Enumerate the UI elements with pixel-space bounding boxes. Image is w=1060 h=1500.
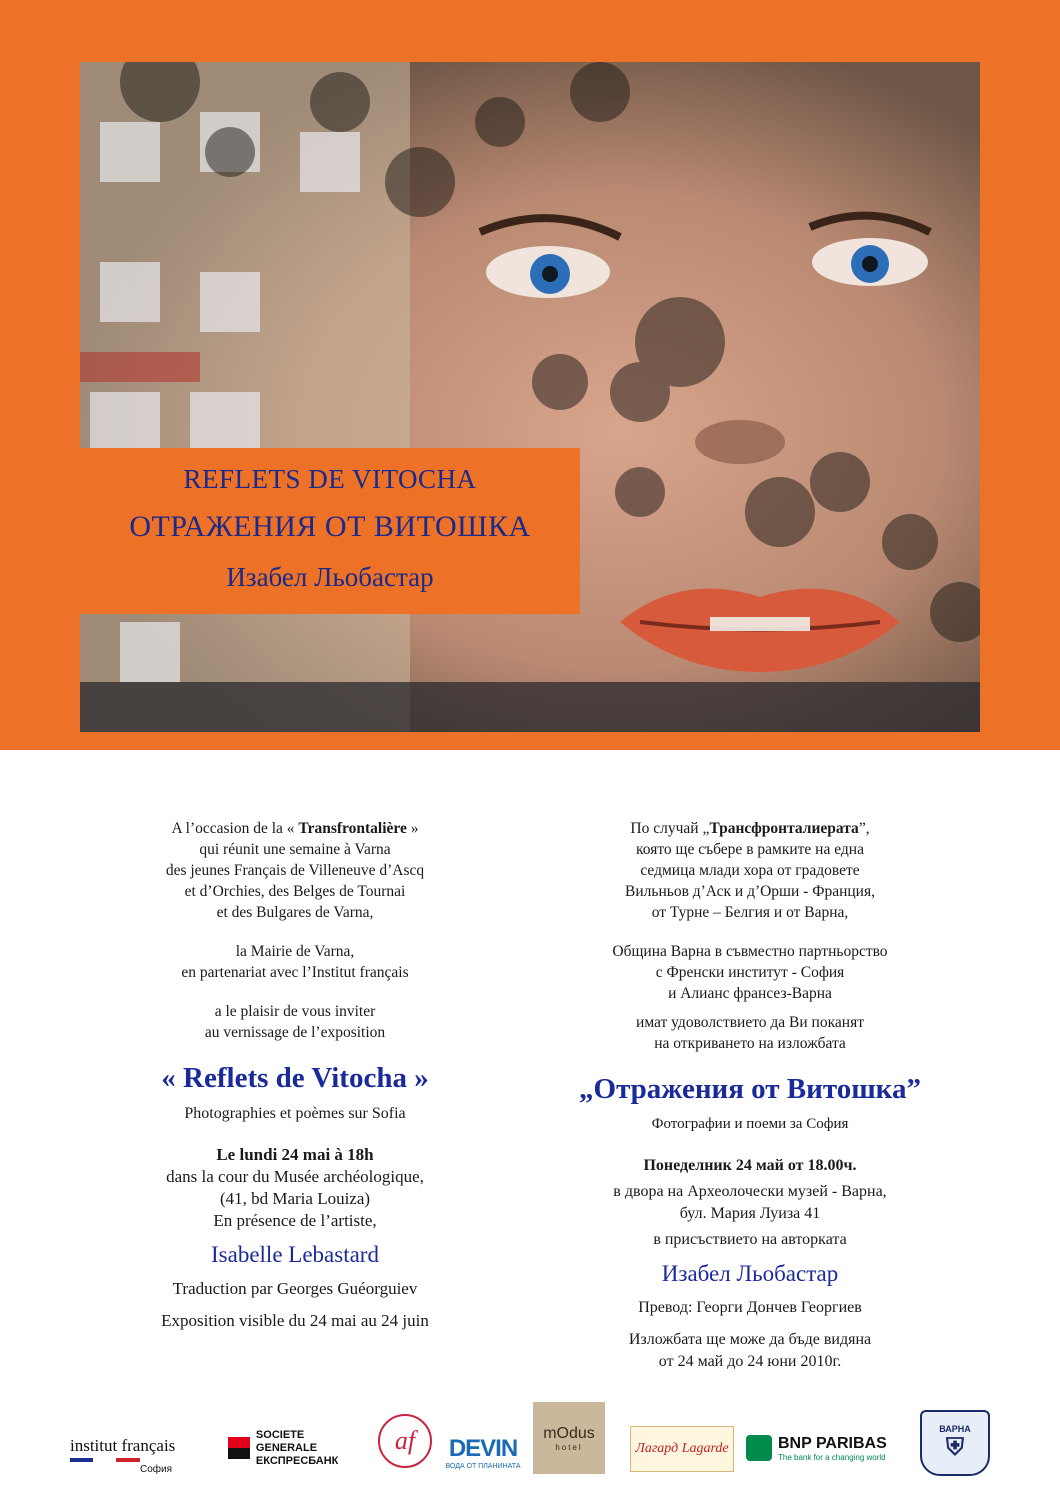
bulgarian-exhibit-title: „Отражения от Витошка” bbox=[579, 1073, 921, 1105]
bnp-paribas-logo: BNP PARIBAS The bank for a changing world bbox=[746, 1428, 902, 1468]
french-visible: Exposition visible du 24 mai au 24 juin bbox=[161, 1311, 429, 1330]
french-line: qui réunit une semaine à Varna bbox=[199, 841, 391, 858]
french-line: au vernissage de l’exposition bbox=[204, 1024, 386, 1041]
alliance-francaise-logo: af bbox=[378, 1414, 432, 1468]
bulgarian-line: от Турне – Белгия и от Варна, bbox=[651, 904, 849, 921]
bulgarian-place bbox=[525, 1181, 975, 1251]
devin-logo: DEVIN ВОДА ОТ ПЛАНИНАТА bbox=[445, 1434, 521, 1470]
bulgarian-line: която ще събере в рамките на една bbox=[636, 841, 864, 858]
bulgarian-date: Понеделник 24 май от 18.00ч. bbox=[643, 1157, 857, 1174]
bulgarian-artist: Изабел Льобастар bbox=[661, 1261, 839, 1286]
lagarde-logo: Лагард Lagarde bbox=[630, 1426, 734, 1472]
french-line: et des Bulgares de Varna, bbox=[216, 904, 374, 921]
french-line: la Mairie de Varna, bbox=[235, 943, 355, 960]
bulgarian-translation: Превод: Георги Дончев Георгиев bbox=[638, 1299, 862, 1316]
title-french: REFLETS DE VITOCHA bbox=[183, 464, 477, 494]
french-line: En présence de l’artiste, bbox=[213, 1211, 377, 1230]
french-intro-line: A l’occasion de la « Transfrontalière » bbox=[171, 820, 419, 837]
societe-generale-logo: SOCIETE GENERALE ЕКСПРЕСБАНК bbox=[228, 1428, 368, 1468]
bulgarian-line: бул. Мария Луиза 41 bbox=[679, 1205, 821, 1222]
bulgarian-line: имат удоволствието да Ви поканят bbox=[636, 1014, 864, 1031]
french-intro bbox=[90, 818, 500, 923]
title-bulgarian: ОТРАЖЕНИЯ ОТ ВИТОШКА bbox=[129, 510, 531, 543]
french-line: (41, bd Maria Louiza) bbox=[219, 1189, 371, 1208]
bulgarian-line: в двора на Археолочески музей - Варна, bbox=[613, 1183, 887, 1200]
bulgarian-intro-line: По случай „Трансфронталиерата”, bbox=[630, 820, 870, 837]
coat-of-arms-icon: ⛨ bbox=[946, 1434, 964, 1461]
bulgarian-subtitle: Фотографии и поеми за София bbox=[651, 1116, 849, 1132]
bulgarian-column bbox=[525, 818, 975, 1373]
bulgarian-invite bbox=[525, 1012, 975, 1054]
french-exhibit-title: « Reflets de Vitocha » bbox=[161, 1062, 429, 1094]
bulgarian-line: от 24 май до 24 юни 2010г. bbox=[658, 1353, 842, 1370]
french-line: a le plaisir de vous inviter bbox=[214, 1003, 376, 1020]
bulgarian-host bbox=[525, 941, 975, 1004]
bulgarian-intro bbox=[525, 818, 975, 923]
french-line: et d’Orchies, des Belges de Tournai bbox=[184, 883, 406, 900]
poster-photo bbox=[80, 62, 980, 732]
bulgarian-line: с Френски институт - София bbox=[655, 964, 845, 981]
bnp-stars-icon bbox=[746, 1435, 772, 1461]
modus-hotel-logo: mOdus hotel bbox=[533, 1402, 605, 1474]
bulgarian-line: в присъствието на авторката bbox=[653, 1231, 847, 1248]
institut-francais-logo: institut français София bbox=[70, 1435, 176, 1475]
french-invite bbox=[90, 1001, 500, 1043]
french-line: des jeunes Français de Villeneuve d’Ascq bbox=[165, 862, 425, 879]
bulgarian-line: Вильньов д’Аск и д’Орши - Франция, bbox=[625, 883, 875, 900]
bulgarian-visible bbox=[525, 1329, 975, 1373]
title-artist: Изабел Льобастар bbox=[226, 562, 434, 592]
french-host bbox=[90, 941, 500, 983]
french-date: Le lundi 24 mai à 18h bbox=[216, 1145, 374, 1164]
bulgarian-line: и Алианс франсез-Варна bbox=[668, 985, 832, 1002]
french-artist: Isabelle Lebastard bbox=[211, 1242, 379, 1267]
french-line: dans la cour du Musée archéologique, bbox=[166, 1167, 424, 1186]
sponsor-logos bbox=[60, 1402, 1020, 1482]
french-subtitle: Photographies et poèmes sur Sofia bbox=[184, 1105, 406, 1122]
bulgarian-line: на откриването на изложбата bbox=[654, 1035, 846, 1052]
french-translation: Traduction par Georges Guéorguiev bbox=[172, 1279, 418, 1298]
bulgarian-line: седмица млади хора от градовете bbox=[640, 862, 860, 879]
french-place bbox=[90, 1166, 500, 1232]
societe-generale-icon bbox=[228, 1437, 250, 1459]
title-box bbox=[80, 448, 580, 614]
french-line: en partenariat avec l’Institut français bbox=[181, 964, 409, 981]
french-column bbox=[90, 818, 500, 1342]
tricolor-bar bbox=[70, 1458, 140, 1462]
varna-coat-of-arms-logo: ВАРНА ⛨ bbox=[920, 1410, 990, 1476]
bulgarian-line: Изложбата ще може да бъде видяна bbox=[628, 1331, 872, 1348]
bulgarian-line: Община Варна в съвместно партньорство bbox=[612, 943, 888, 960]
